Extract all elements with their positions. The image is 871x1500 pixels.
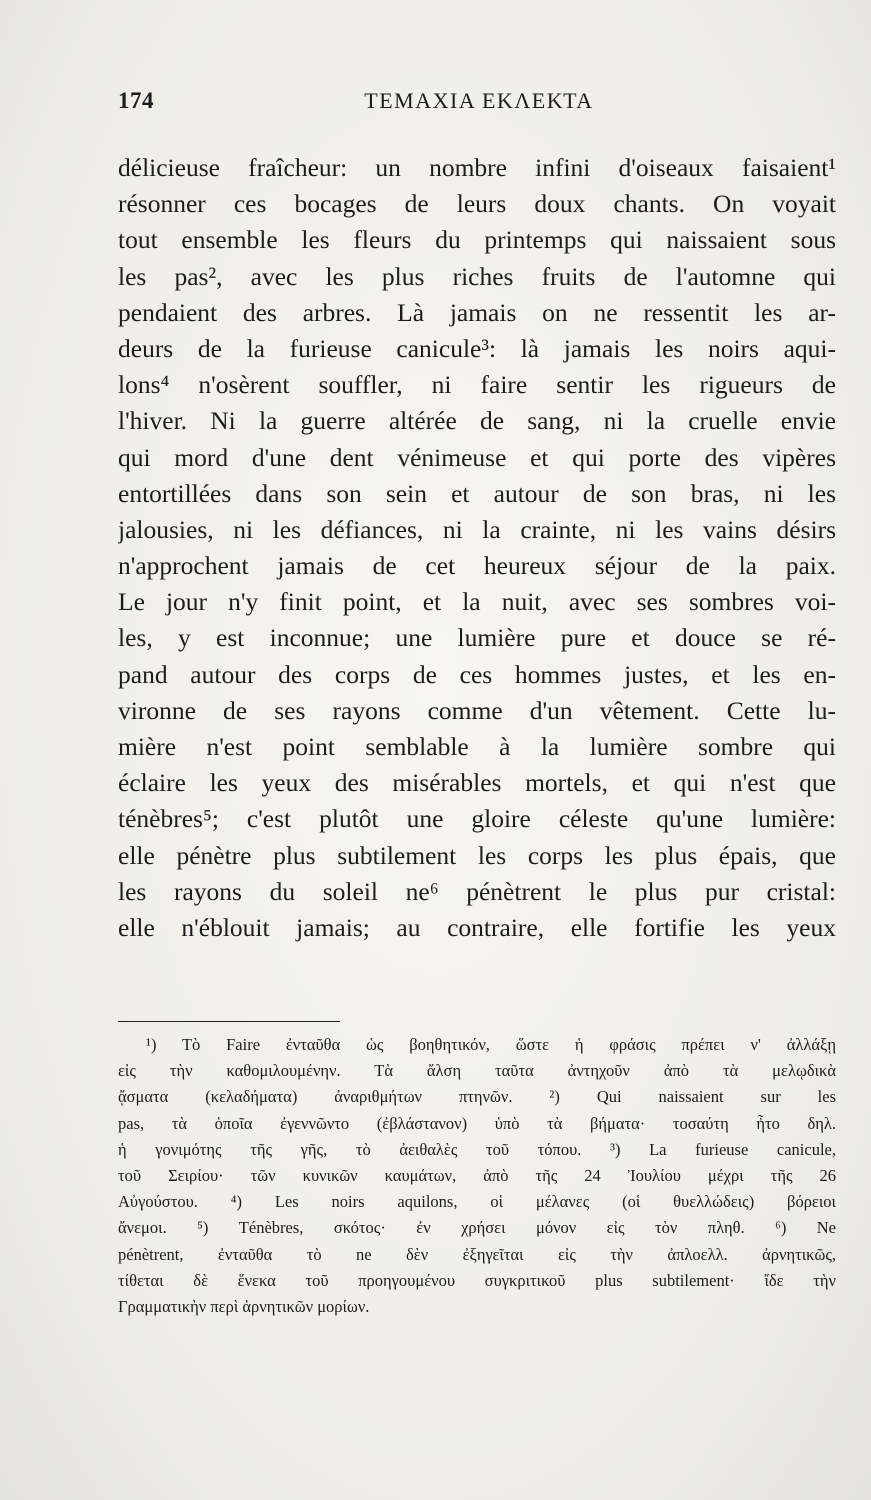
text-line: éclaire les yeux des misérables mortels, et qui n'est que [118,768,836,798]
footnote-line: τίθεται δὲ ἕνεκα τοῦ προηγουμένου συγκριτικοῦ plus subtilement· ἴδε τὴν [118,1270,836,1290]
text-line: entortillées dans son sein et autour de son bras, ni les [118,478,836,508]
footnote-rule [118,1021,340,1022]
text-line: l'hiver. Ni la guerre altérée de sang, ni la cruelle envie [118,406,836,436]
text-line: Le jour n'y finit point, et la nuit, avec ses sombres voi- [118,587,836,617]
main-text [118,150,836,946]
text-line: pendaient des arbres. Là jamais on ne ressentit les ar- [118,297,836,327]
text-line: lons⁴ n'osèrent souffler, ni faire sentir les rigueurs de [118,370,836,400]
page-number: 174 [118,88,154,113]
footnote-line: Γραμματικὴν περὶ ἀρνητικῶν μορίων. [118,1296,370,1316]
footnote-line: pas, τὰ ὁποῖα ἐγεννῶντο (ἐβλάστανον) ὑπὸ τὰ βήματα· τοσαύτη ἦτο δηλ. [118,1113,836,1133]
text-line: ténèbres⁵; c'est plutôt une gloire céleste qu'une lumière: [118,804,836,834]
text-line: tout ensemble les fleurs du printemps qui naissaient sous [118,225,836,255]
footnote-line: ἄνεμοι. ⁵) Ténèbres, σκότος· ἐν χρήσει μόνον εἰς τὸν πληθ. ⁶) Ne [118,1218,836,1238]
text-line: elle pénètre plus subtilement les corps les plus épais, que [118,840,836,870]
text-line: les rayons du soleil ne⁶ pénètrent le plus pur cristal: [118,876,836,906]
footnote-line: ἡ γονιμότης τῆς γῆς, τὸ ἀειθαλὲς τοῦ τόπου. ³) La furieuse canicule, [118,1139,836,1159]
running-title: ΤΕΜΑΧΙΑ ΕΚΛΕΚΤΑ [364,88,594,113]
text-line: délicieuse fraîcheur: un nombre infini d'oiseaux faisaient¹ [118,153,836,182]
footnote-line: τοῦ Σειρίου· τῶν κυνικῶν καυμάτων, ἀπὸ τῆς 24 Ἰουλίου μέχρι τῆς 26 [118,1165,836,1185]
text-line: les, y est inconnue; une lumière pure et douce se ré- [118,623,836,653]
text-line: pand autour des corps de ces hommes justes, et les en- [118,659,836,689]
footnote-line: pénètrent, ἐνταῦθα τὸ ne δὲν ἐξηγεῖται εἰς τὴν ἀπλοελλ. ἀρνητικῶς, [118,1244,836,1264]
text-line: qui mord d'une dent vénimeuse et qui porte des vipères [118,442,836,472]
text-line: mière n'est point semblable à la lumière sombre qui [118,732,836,761]
text-line: jalousies, ni les défiances, ni la crainte, ni les vains désirs [118,514,836,544]
footnote-line: ᾄσματα (κελαδήματα) ἀναριθμήτων πτηνῶν. ²) Qui naissaient sur les [118,1087,836,1107]
footnote-line: ¹) Τὸ Faire ἐνταῦθα ὡς βοηθητικόν, ὥστε ἡ φράσις πρέπει ν' ἀλλάξῃ [146,1035,836,1054]
page-header [118,88,840,118]
text-line: vironne de ses rayons comme d'un vêtement. Cette lu- [118,695,836,725]
text-line: deurs de la furieuse canicule³: là jamais les noirs aqui- [118,333,836,363]
footnote-line: εἰς τὴν καθομιλουμένην. Τὰ ἄλση ταῦτα ἀντηχοῦν ἀπὸ τὰ μελῳδικὰ [118,1061,836,1081]
text-line: elle n'éblouit jamais; au contraire, elle fortifie les yeux [118,912,836,942]
footnote-line: Αὐγούστου. ⁴) Les noirs aquilons, οἱ μέλανες (οἱ θυελλώδεις) βόρειοι [118,1192,836,1212]
text-line: résonner ces bocages de leurs doux chants. On voyait [118,189,836,219]
text-line: n'approchent jamais de cet heureux séjour de la paix. [118,551,836,581]
footnotes [118,1032,836,1320]
text-line: les pas², avec les plus riches fruits de l'automne qui [118,261,836,291]
